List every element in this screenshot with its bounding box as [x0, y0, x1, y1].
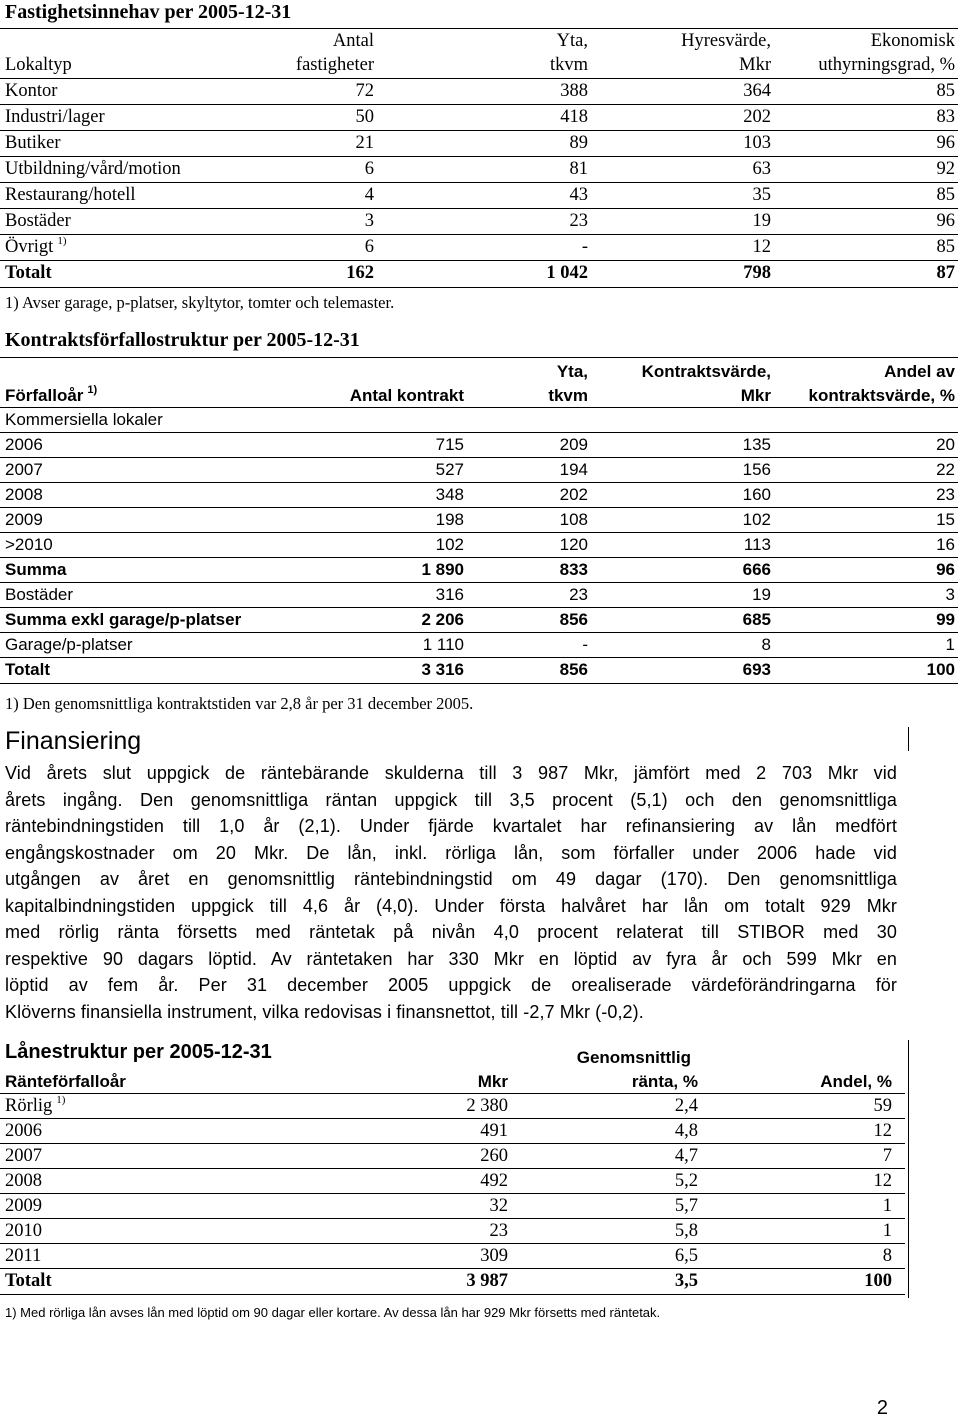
cell: 198	[435, 510, 464, 529]
page-number: 2	[876, 1397, 888, 1419]
cell: 194	[559, 460, 588, 479]
cell: 6,5	[674, 1246, 698, 1266]
section4-footnote: 1) Med rörliga lån avses lån med löptid om 90 dagar eller kortare. Av dessa lån har 929 Mkr försetts med räntetak.	[5, 1305, 661, 1320]
table-row	[0, 432, 958, 458]
cell: 3	[945, 585, 955, 604]
row-label	[5, 1096, 65, 1117]
cell: 16	[936, 535, 955, 554]
cell: 4	[364, 185, 374, 205]
cell: 100	[864, 1271, 892, 1291]
row-label	[5, 211, 71, 232]
cell: 1	[882, 1196, 892, 1216]
cell: 7	[882, 1146, 892, 1166]
cell: 59	[873, 1096, 892, 1116]
section2-footnote: 1) Den genomsnittliga kontraktstiden var 2,8 år per 31 december 2005.	[5, 694, 474, 713]
cell: 35	[752, 185, 771, 205]
cell: 6	[364, 159, 374, 179]
cell: 81	[569, 159, 588, 179]
cell: 715	[435, 435, 464, 454]
paragraph-line: löptid av fem år. Per 31 december 2005 uppgick de orealiserade värdeförändringarna för	[5, 975, 897, 995]
cell: 103	[743, 133, 771, 153]
col-header-antal: Antal	[332, 31, 374, 51]
cell: 23	[936, 485, 955, 504]
cell: 85	[936, 237, 955, 257]
cell: 72	[355, 81, 374, 101]
cell: 364	[743, 81, 771, 101]
cell: 492	[480, 1171, 508, 1191]
row-label-text: 2011	[5, 1246, 42, 1266]
table-row	[0, 104, 958, 131]
cell: 23	[569, 211, 588, 231]
cell: 388	[560, 81, 588, 101]
cell: 85	[936, 185, 955, 205]
row-label	[5, 159, 181, 180]
cell: 99	[936, 610, 955, 629]
row-label	[5, 660, 50, 680]
col-header-andel-av: Andel av	[884, 362, 955, 381]
cell: 23	[569, 585, 588, 604]
col-header-andel: Andel, %	[820, 1072, 892, 1091]
cell: 20	[936, 435, 955, 454]
paragraph-line: utgången av året en genomsnittlig räntebindningstid om 49 dagar (170). Den genomsnittliga	[5, 869, 897, 889]
row-label-text: 2010	[5, 1221, 42, 1241]
row-label	[5, 610, 241, 630]
row-label-text: Bostäder	[5, 585, 74, 604]
table-row	[0, 1118, 905, 1144]
cell: 693	[742, 660, 771, 679]
cell: 6	[364, 237, 374, 257]
table-row	[0, 557, 958, 583]
row-label-text: Totalt	[5, 263, 52, 283]
row-label	[5, 185, 136, 206]
cell: 19	[752, 585, 771, 604]
row-label-text: Totalt	[5, 1271, 52, 1291]
section1-title: Fastighetsinnehav per 2005-12-31	[5, 1, 292, 23]
subheader-label: Kommersiella lokaler	[5, 410, 163, 429]
table-row	[0, 507, 958, 533]
cell: 856	[559, 610, 588, 629]
row-label	[5, 560, 66, 580]
table-row	[0, 1218, 905, 1244]
col-header-genomsnittlig: Genomsnittlig	[576, 1048, 691, 1067]
cell: 50	[355, 107, 374, 127]
row-label-text: 2009	[5, 510, 43, 529]
paragraph-line: årets ingång. Den genomsnittliga räntan uppgick till 3,5 procent (5,1) och den genomsnittliga	[5, 789, 897, 810]
cell: 85	[936, 81, 955, 101]
row-label-text: Övrigt	[5, 237, 54, 257]
cell: 1 890	[421, 560, 464, 579]
cell: 5,7	[674, 1196, 698, 1216]
row-label-text: Utbildning/vård/motion	[5, 159, 181, 179]
finansiering-paragraph	[5, 760, 897, 1025]
row-label	[5, 585, 73, 605]
row-label	[5, 1196, 42, 1217]
row-label-text: 2007	[5, 1146, 42, 1166]
col-header-mkr: Mkr	[740, 386, 771, 405]
table-row	[0, 1168, 905, 1194]
cell: 120	[559, 535, 588, 554]
col-header-forfallo-label: Förfalloår	[5, 386, 84, 405]
row-label-text: Garage/p-platser	[5, 635, 133, 654]
col-header-antal-kontrakt: Antal kontrakt	[349, 386, 464, 405]
row-label-text: Summa exkl garage/p-platser	[5, 610, 242, 629]
cell: 87	[936, 263, 955, 283]
paragraph-line: respektive 90 dagars löptid. Av räntetaken har 330 Mkr en löptid av fyra år och 599 Mkr en	[5, 948, 897, 969]
col-header-fastigheter: fastigheter	[295, 55, 374, 75]
cell: 666	[742, 560, 771, 579]
row-label	[5, 1146, 42, 1167]
cell: 2 380	[466, 1096, 508, 1116]
col-header-forfallo-sup: 1)	[87, 384, 98, 396]
col-header-tkvm: tkvm	[549, 55, 588, 75]
paragraph-line: Klöverns finansiella instrument, vilka redovisas i finansnettot, till -2,7 Mkr (-0,2).	[5, 1001, 644, 1022]
col-header-yta: Yta,	[556, 31, 588, 51]
col-header-kontraktsvarde-pct: kontraktsvärde, %	[808, 386, 955, 405]
row-label-text: 2008	[5, 485, 43, 504]
table-row	[0, 657, 958, 684]
row-label-text: 2006	[5, 435, 43, 454]
cell: 5,8	[674, 1221, 698, 1241]
cell: 1	[882, 1221, 892, 1241]
cell: 19	[752, 211, 771, 231]
row-label-text: Industri/lager	[5, 107, 105, 127]
row-label	[5, 1221, 42, 1242]
subheader-row	[0, 407, 958, 433]
cell: 348	[435, 485, 464, 504]
row-label	[5, 435, 43, 455]
cell: 418	[560, 107, 588, 127]
row-label-text: 2009	[5, 1196, 42, 1216]
row-label	[5, 535, 53, 555]
section4-divider	[908, 1040, 909, 1298]
table-row	[0, 208, 958, 235]
cell: 162	[346, 263, 374, 283]
cell: 32	[489, 1196, 508, 1216]
section3-heading: Finansiering	[5, 727, 142, 755]
cell: 135	[742, 435, 771, 454]
table-row	[0, 632, 958, 658]
row-label	[5, 460, 43, 480]
cell: 108	[559, 510, 588, 529]
table-row	[0, 130, 958, 157]
table-row	[0, 182, 958, 209]
section1-footnote: 1) Avser garage, p-platser, skyltytor, tomter och telemaster.	[5, 293, 395, 312]
row-label-text: 2008	[5, 1171, 42, 1191]
table-row	[0, 1243, 905, 1269]
cell: 83	[936, 107, 955, 127]
cell: 43	[569, 185, 588, 205]
row-label	[5, 1246, 41, 1267]
row-label	[5, 485, 43, 505]
col-header-hyresvarde: Hyresvärde,	[681, 31, 771, 51]
table-row	[0, 1268, 905, 1295]
paragraph-line: med rörlig ränta försetts med räntetak på nivån 4,0 procent relaterat till STIBOR med 30	[5, 922, 897, 942]
section4-title: Lånestruktur per 2005-12-31	[5, 1041, 272, 1063]
cell: 685	[742, 610, 771, 629]
paragraph-line: engångskostnader om 20 Mkr. De lån, inkl. rörliga lån, som förfaller under 2006 hade vid	[5, 842, 897, 863]
cell: 4,7	[674, 1146, 698, 1166]
cell: 316	[435, 585, 464, 604]
paragraph-line: Vid årets slut uppgick de räntebärande skulderna till 3 987 Mkr, jämfört med 2 703 Mkr vid	[5, 763, 897, 783]
cell: 15	[936, 510, 955, 529]
col-header-tkvm: tkvm	[548, 386, 588, 405]
cell: 12	[752, 237, 771, 257]
table-row	[0, 234, 958, 261]
col-header-uthyrningsgrad: uthyrningsgrad, %	[818, 55, 955, 75]
cell: 3,5	[674, 1271, 698, 1291]
cell: 2,4	[674, 1096, 698, 1116]
cell: 63	[752, 159, 771, 179]
cell: 209	[559, 435, 588, 454]
col-header-lokaltyp: Lokaltyp	[5, 55, 72, 75]
cell: 156	[742, 460, 771, 479]
row-label-text: Kontor	[5, 81, 58, 101]
paragraph-line: räntebindningstiden till 1,0 år (2,1). Under fjärde kvartalet har refinansiering av lån medfört	[5, 816, 897, 836]
cell: 1 110	[422, 635, 464, 654]
row-label-text: Rörlig	[5, 1096, 53, 1116]
section3-divider	[908, 727, 909, 751]
cell: 8	[761, 635, 771, 654]
footnote-marker: 1)	[56, 1094, 66, 1106]
section2-title: Kontraktsförfallostruktur per 2005-12-31	[5, 329, 360, 351]
col-header-ranta: ränta, %	[631, 1072, 698, 1091]
cell: 96	[936, 133, 955, 153]
row-label-text: 2006	[5, 1121, 42, 1141]
cell: 833	[559, 560, 588, 579]
footnote-marker: 1)	[57, 235, 67, 247]
contract-table	[0, 357, 958, 687]
row-label	[5, 263, 52, 284]
cell: 202	[743, 107, 771, 127]
paragraph-line: kapitalbindningstiden uppgick till 4,6 år (4,0). Under första halvåret har lån om totalt 929 Mkr	[5, 895, 897, 916]
table-row	[0, 156, 958, 183]
cell: 100	[926, 660, 955, 679]
cell: 1 042	[546, 263, 588, 283]
row-label-text: Bostäder	[5, 211, 71, 231]
table-row	[0, 532, 958, 558]
cell: -	[581, 237, 588, 257]
cell: 3 316	[421, 660, 464, 679]
row-label-text: Totalt	[5, 660, 51, 679]
loan-table	[0, 1045, 905, 1299]
cell: 22	[936, 460, 955, 479]
cell: 527	[435, 460, 464, 479]
cell: 491	[480, 1121, 508, 1141]
row-label	[5, 133, 61, 154]
cell: 21	[355, 133, 374, 153]
cell: 96	[936, 560, 955, 579]
row-label	[5, 1171, 42, 1192]
table-row	[0, 260, 958, 288]
table-row	[0, 1143, 905, 1169]
row-label	[5, 237, 66, 258]
cell: 12	[873, 1171, 892, 1191]
cell: 102	[742, 510, 771, 529]
row-label	[5, 1271, 52, 1292]
cell: 12	[873, 1121, 892, 1141]
row-label	[5, 635, 133, 655]
cell: 202	[559, 485, 588, 504]
table-row	[0, 482, 958, 508]
col-header-yta: Yta,	[556, 362, 588, 381]
col-header-mkr: Mkr	[477, 1072, 508, 1091]
cell: 4,8	[674, 1121, 698, 1141]
table-row	[0, 607, 958, 633]
cell: 1	[945, 635, 955, 654]
cell: 92	[936, 159, 955, 179]
cell: 160	[742, 485, 771, 504]
table-row	[0, 457, 958, 483]
cell: 3	[364, 211, 374, 231]
col-header-ekonomisk: Ekonomisk	[870, 31, 955, 51]
row-label-text: Restaurang/hotell	[5, 185, 136, 205]
col-header-mkr: Mkr	[739, 55, 771, 75]
cell: -	[582, 635, 588, 654]
table-row	[0, 1193, 905, 1219]
cell: 102	[435, 535, 464, 554]
table-row	[0, 78, 958, 105]
cell: 798	[743, 263, 771, 283]
row-label-text: Butiker	[5, 133, 61, 153]
cell: 260	[480, 1146, 508, 1166]
property-table	[0, 28, 958, 292]
cell: 113	[743, 535, 771, 554]
cell: 96	[936, 211, 955, 231]
cell: 89	[569, 133, 588, 153]
row-label	[5, 510, 43, 530]
cell: 23	[489, 1221, 508, 1241]
cell: 2 206	[421, 610, 464, 629]
table-row	[0, 582, 958, 608]
row-label-text: >2010	[5, 535, 53, 554]
cell: 5,2	[674, 1171, 698, 1191]
col-header-kontraktsvarde: Kontraktsvärde,	[641, 362, 771, 381]
row-label	[5, 107, 105, 128]
col-header-rantefor: Ränteförfalloår	[5, 1072, 126, 1091]
cell: 856	[559, 660, 588, 679]
table-row	[0, 1093, 905, 1119]
row-label-text: 2007	[5, 460, 43, 479]
cell: 3 987	[466, 1271, 508, 1291]
cell: 8	[882, 1246, 892, 1266]
row-label	[5, 1121, 42, 1142]
cell: 309	[480, 1246, 508, 1266]
row-label	[5, 81, 57, 102]
row-label-text: Summa	[5, 560, 67, 579]
